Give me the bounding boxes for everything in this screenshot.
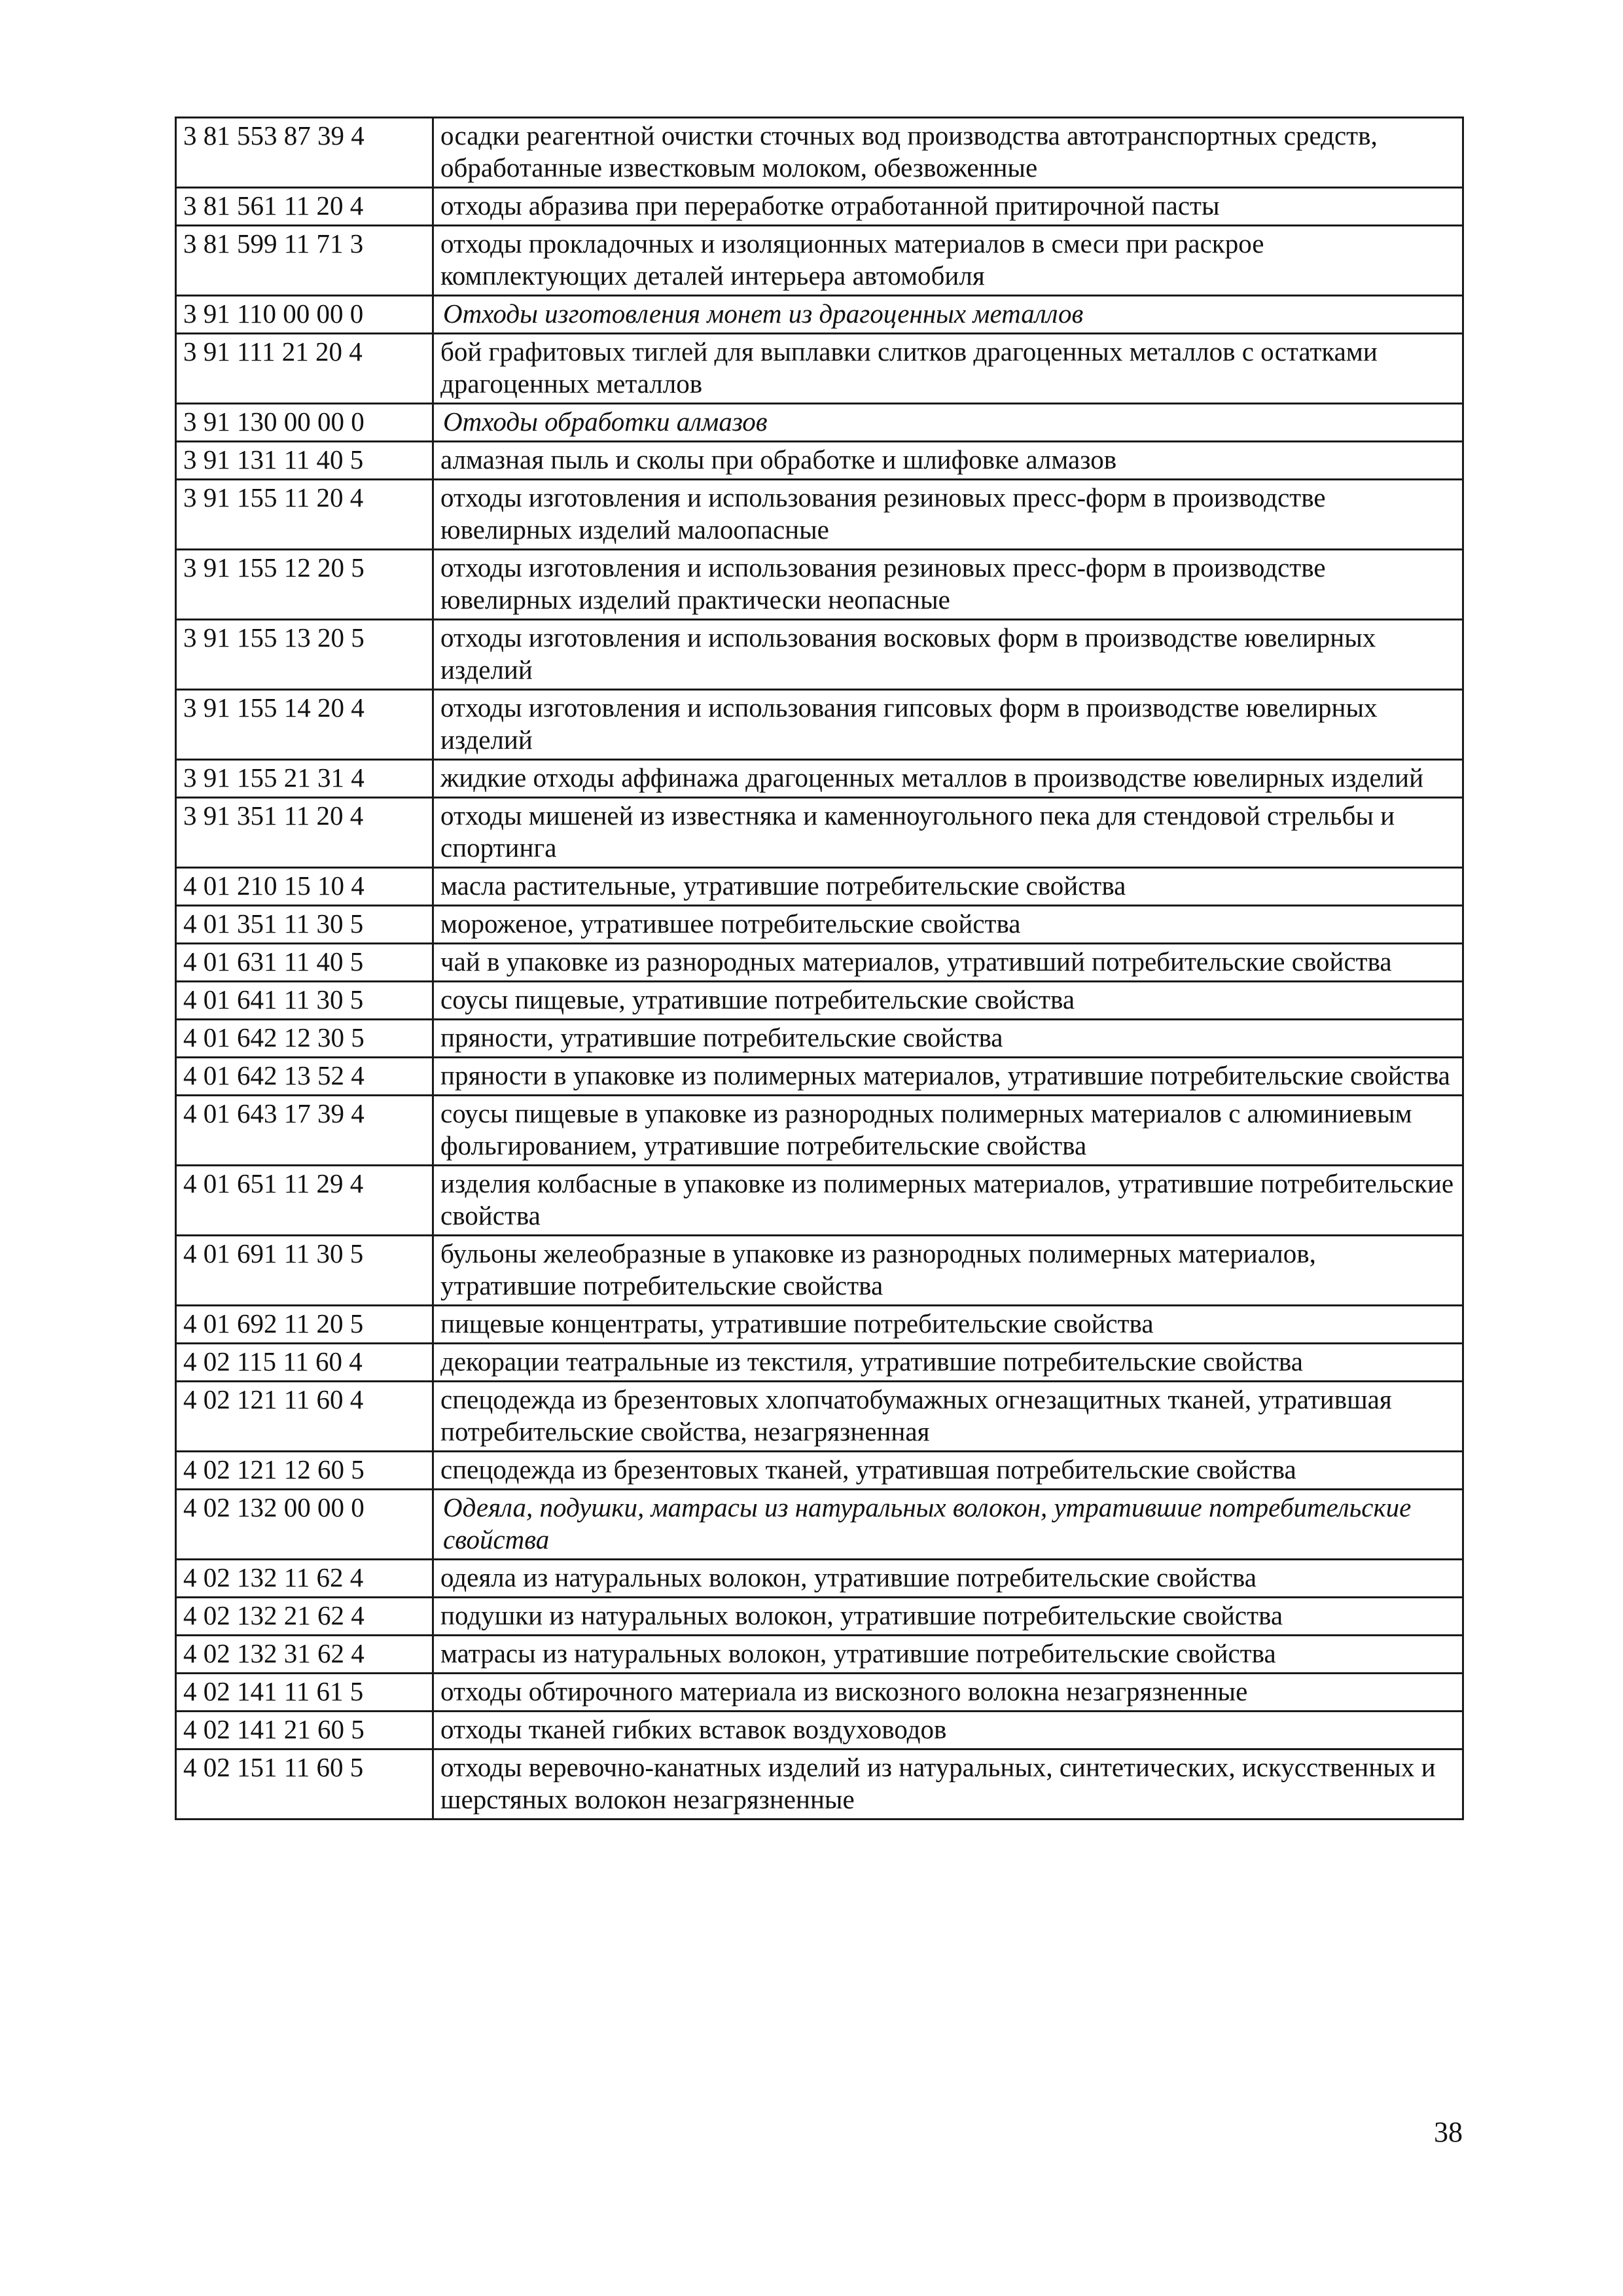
waste-code-cell: 3 81 553 87 39 4 — [176, 118, 433, 188]
waste-name-cell: отходы тканей гибких вставок воздуховодов — [433, 1712, 1463, 1749]
waste-code-cell: 4 01 351 11 30 5 — [176, 906, 433, 944]
table-row — [176, 1058, 1463, 1096]
table-row — [176, 226, 1463, 296]
table-row — [176, 690, 1463, 760]
waste-code-cell: 4 02 132 00 00 0 — [176, 1490, 433, 1560]
waste-code-cell: 4 02 132 11 62 4 — [176, 1560, 433, 1598]
waste-name-cell: отходы изготовления и использования восковых форм в производстве ювелирных изделий — [433, 620, 1463, 690]
waste-code-cell: 3 91 155 12 20 5 — [176, 550, 433, 620]
waste-name-cell: отходы изготовления и использования гипсовых форм в производстве ювелирных изделий — [433, 690, 1463, 760]
waste-code-cell: 4 01 641 11 30 5 — [176, 982, 433, 1020]
waste-name-cell: Одеяла, подушки, матрасы из натуральных волокон, утратившие потребительские свойства — [433, 1490, 1463, 1560]
waste-name-cell: декорации театральные из текстиля, утратившие потребительские свойства — [433, 1344, 1463, 1382]
table-row — [176, 1749, 1463, 1820]
table-row — [176, 1166, 1463, 1236]
table-row — [176, 550, 1463, 620]
table-row — [176, 1096, 1463, 1166]
waste-name-cell: спецодежда из брезентовых хлопчатобумажных огнезащитных тканей, утратившая потребительские свойства, незагрязненная — [433, 1382, 1463, 1452]
table-group-row — [176, 404, 1463, 442]
waste-code-cell: 3 91 155 21 31 4 — [176, 760, 433, 798]
waste-name-cell: масла растительные, утратившие потребительские свойства — [433, 868, 1463, 906]
table-row — [176, 1306, 1463, 1344]
table-row — [176, 188, 1463, 226]
waste-table-body — [176, 118, 1463, 1820]
waste-code-cell: 4 01 691 11 30 5 — [176, 1236, 433, 1306]
waste-name-cell: Отходы изготовления монет из драгоценных металлов — [433, 296, 1463, 334]
waste-code-cell: 4 02 115 11 60 4 — [176, 1344, 433, 1382]
table-row — [176, 118, 1463, 188]
waste-name-cell: жидкие отходы аффинажа драгоценных металлов в производстве ювелирных изделий — [433, 760, 1463, 798]
waste-code-cell: 4 01 692 11 20 5 — [176, 1306, 433, 1344]
waste-name-cell: отходы изготовления и использования резиновых пресс-форм в производстве ювелирных изделий практически неопасные — [433, 550, 1463, 620]
table-row — [176, 620, 1463, 690]
waste-name-cell: пряности в упаковке из полимерных материалов, утратившие потребительские свойства — [433, 1058, 1463, 1096]
table-row — [176, 1236, 1463, 1306]
table-row — [176, 1674, 1463, 1712]
waste-name-cell: изделия колбасные в упаковке из полимерных материалов, утратившие потребительские свойства — [433, 1166, 1463, 1236]
table-group-row — [176, 1490, 1463, 1560]
waste-name-cell: бульоны желеобразные в упаковке из разнородных полимерных материалов, утратившие потребительские свойства — [433, 1236, 1463, 1306]
waste-name-cell: пряности, утратившие потребительские свойства — [433, 1020, 1463, 1058]
waste-code-table — [175, 117, 1464, 1820]
table-row — [176, 1598, 1463, 1636]
waste-name-cell: подушки из натуральных волокон, утратившие потребительские свойства — [433, 1598, 1463, 1636]
table-row — [176, 1452, 1463, 1490]
page-number: 38 — [1434, 2116, 1463, 2148]
waste-code-cell: 3 91 130 00 00 0 — [176, 404, 433, 442]
waste-code-cell: 4 02 151 11 60 5 — [176, 1749, 433, 1820]
table-row — [176, 1636, 1463, 1674]
waste-code-cell: 4 02 141 21 60 5 — [176, 1712, 433, 1749]
waste-name-cell: мороженое, утратившее потребительские свойства — [433, 906, 1463, 944]
waste-name-cell: одеяла из натуральных волокон, утратившие потребительские свойства — [433, 1560, 1463, 1598]
waste-code-cell: 3 81 561 11 20 4 — [176, 188, 433, 226]
waste-name-cell: отходы мишеней из известняка и каменноугольного пека для стендовой стрельбы и спортинга — [433, 798, 1463, 868]
waste-code-cell: 3 91 111 21 20 4 — [176, 334, 433, 404]
table-row — [176, 1712, 1463, 1749]
table-row — [176, 1344, 1463, 1382]
waste-name-cell: Отходы обработки алмазов — [433, 404, 1463, 442]
waste-code-cell: 4 01 642 13 52 4 — [176, 1058, 433, 1096]
table-row — [176, 442, 1463, 480]
table-row — [176, 906, 1463, 944]
waste-code-cell: 4 01 643 17 39 4 — [176, 1096, 433, 1166]
waste-code-cell: 3 91 155 14 20 4 — [176, 690, 433, 760]
waste-code-cell: 3 91 351 11 20 4 — [176, 798, 433, 868]
waste-code-cell: 4 02 121 12 60 5 — [176, 1452, 433, 1490]
waste-code-cell: 3 91 131 11 40 5 — [176, 442, 433, 480]
table-group-row — [176, 296, 1463, 334]
table-row — [176, 798, 1463, 868]
waste-name-cell: отходы изготовления и использования резиновых пресс-форм в производстве ювелирных изделий малоопасные — [433, 480, 1463, 550]
waste-name-cell: чай в упаковке из разнородных материалов, утративший потребительские свойства — [433, 944, 1463, 982]
waste-name-cell: пищевые концентраты, утратившие потребительские свойства — [433, 1306, 1463, 1344]
waste-code-cell: 3 91 155 13 20 5 — [176, 620, 433, 690]
table-row — [176, 1020, 1463, 1058]
table-row — [176, 334, 1463, 404]
table-row — [176, 1382, 1463, 1452]
waste-code-cell: 3 91 155 11 20 4 — [176, 480, 433, 550]
waste-name-cell: соусы пищевые, утратившие потребительские свойства — [433, 982, 1463, 1020]
waste-name-cell: бой графитовых тиглей для выплавки слитков драгоценных металлов с остатками драгоценных металлов — [433, 334, 1463, 404]
waste-name-cell: соусы пищевые в упаковке из разнородных полимерных материалов с алюминиевым фольгированием, утратившие потребительские свойства — [433, 1096, 1463, 1166]
waste-code-cell: 4 02 121 11 60 4 — [176, 1382, 433, 1452]
waste-code-cell: 3 91 110 00 00 0 — [176, 296, 433, 334]
waste-name-cell: отходы обтирочного материала из вискозного волокна незагрязненные — [433, 1674, 1463, 1712]
waste-name-cell: отходы абразива при переработке отработанной притирочной пасты — [433, 188, 1463, 226]
waste-name-cell: осадки реагентной очистки сточных вод производства автотранспортных средств, обработанные известковым молоком, обезвоженные — [433, 118, 1463, 188]
waste-code-cell: 4 01 642 12 30 5 — [176, 1020, 433, 1058]
table-row — [176, 480, 1463, 550]
waste-name-cell: спецодежда из брезентовых тканей, утратившая потребительские свойства — [433, 1452, 1463, 1490]
waste-code-cell: 4 01 631 11 40 5 — [176, 944, 433, 982]
table-row — [176, 868, 1463, 906]
waste-name-cell: отходы веревочно-канатных изделий из натуральных, синтетических, искусственных и шерстяных волокон незагрязненные — [433, 1749, 1463, 1820]
waste-code-cell: 4 01 210 15 10 4 — [176, 868, 433, 906]
waste-name-cell: матрасы из натуральных волокон, утратившие потребительские свойства — [433, 1636, 1463, 1674]
table-row — [176, 1560, 1463, 1598]
waste-code-cell: 4 02 132 21 62 4 — [176, 1598, 433, 1636]
waste-code-cell: 4 02 141 11 61 5 — [176, 1674, 433, 1712]
waste-code-cell: 3 81 599 11 71 3 — [176, 226, 433, 296]
waste-name-cell: отходы прокладочных и изоляционных материалов в смеси при раскрое комплектующих деталей интерьера автомобиля — [433, 226, 1463, 296]
waste-name-cell: алмазная пыль и сколы при обработке и шлифовке алмазов — [433, 442, 1463, 480]
table-row — [176, 944, 1463, 982]
table-row — [176, 760, 1463, 798]
waste-code-cell: 4 01 651 11 29 4 — [176, 1166, 433, 1236]
waste-code-cell: 4 02 132 31 62 4 — [176, 1636, 433, 1674]
table-row — [176, 982, 1463, 1020]
